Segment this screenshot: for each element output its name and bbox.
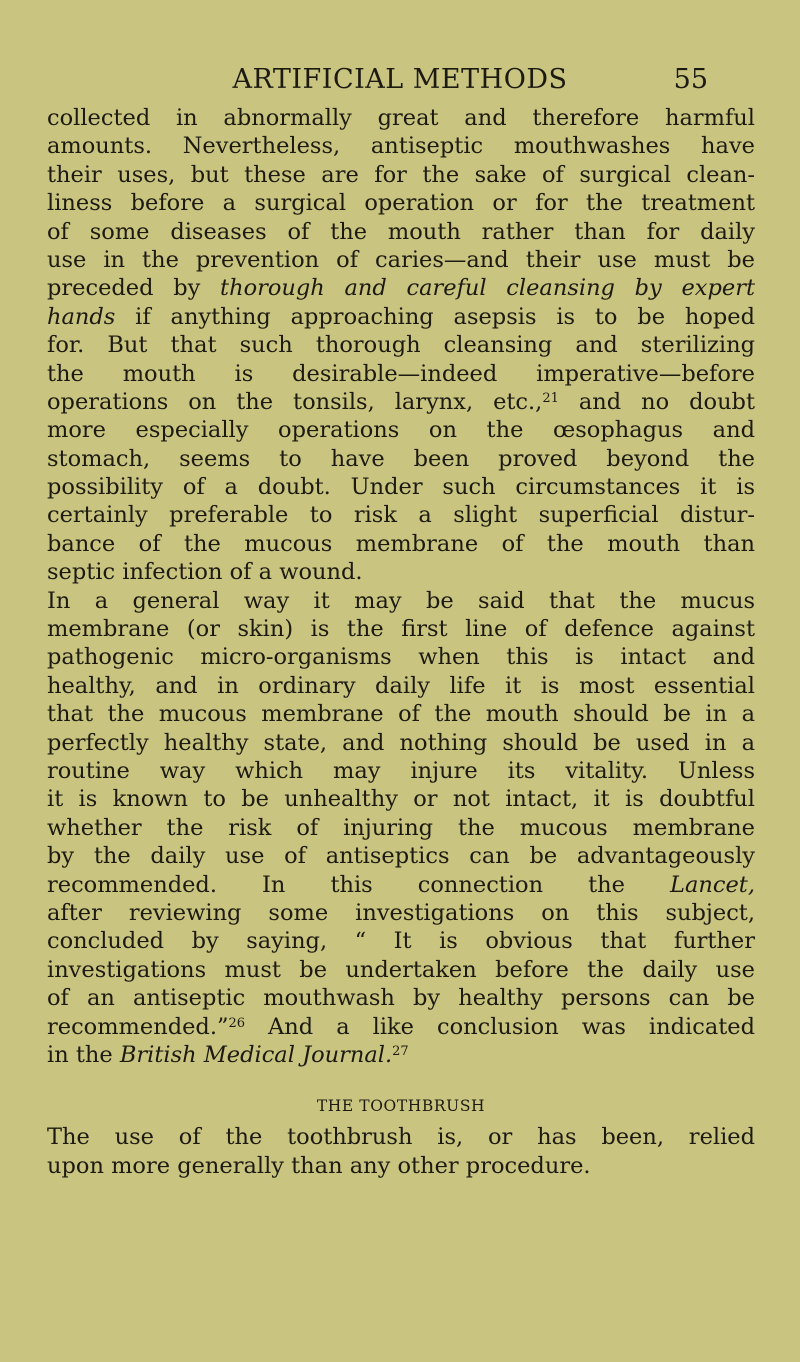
text-line: stomach, seems to have been proved beyond the [47,445,755,472]
text-span: preceded by [47,275,221,302]
text-line: investigations must be undertaken before the daily use [47,956,755,983]
text-line: The use of the toothbrush is, or has been, relied [47,1124,755,1151]
text-span: And a like conclusion was indicated [245,1013,755,1040]
paragraph-1 [47,104,755,587]
text-line [47,274,755,302]
text-line: possibility of a doubt. Under such circumstances it is [47,474,755,501]
text-line [47,1041,755,1069]
text-span: recommended. In this connection the [47,871,671,898]
footnote-ref: 21 [542,390,559,406]
running-head: ARTIFICIAL METHODS [232,64,568,95]
text-span: operations on the tonsils, larynx, etc., [47,388,543,415]
page-header [0,64,800,100]
text-span: if anything approaching asepsis is to be hoped [115,303,755,330]
text-span: in the [47,1041,120,1068]
text-line [47,871,755,899]
text-line: In a general way it may be said that the mucus [47,587,755,614]
italic-span: Lancet, [670,871,755,898]
text-line: septic infection of a wound. [47,559,363,586]
paragraph-2 [47,587,755,1070]
footnote-ref: 27 [392,1043,409,1059]
text-line: by the daily use of antiseptics can be advantageously [47,843,755,870]
text-span: and no doubt [558,388,756,415]
text-line: after reviewing some investigations on this subject, [47,899,755,926]
text-line: bance of the mucous membrane of the mouth than [47,530,755,557]
text-line: liness before a surgical operation or for the treatment [47,190,755,217]
text-line: certainly preferable to risk a slight superficial distur- [47,502,755,529]
text-line: use in the prevention of caries—and their use must be [47,246,755,273]
italic-span: thorough and careful cleansing by expert [220,275,755,302]
text-line: for. But that such thorough cleansing and sterilizing [47,332,755,359]
text-line: the mouth is desirable—indeed imperative—before [47,360,755,387]
footnote-ref: 26 [228,1015,246,1031]
text-line: pathogenic micro-organisms when this is intact and [47,644,755,671]
text-line [47,303,755,331]
text-line: that the mucous membrane of the mouth should be in a [47,701,755,728]
text-span: recommended.” [47,1013,229,1040]
page-number: 55 [673,64,708,95]
text-line: their uses, but these are for the sake of surgical clean- [47,161,755,188]
text-line: perfectly healthy state, and nothing should be used in a [47,729,755,756]
section-heading: THE TOOTHBRUSH [316,1097,486,1116]
text-line: whether the risk of injuring the mucous membrane [47,814,755,841]
text-line: membrane (or skin) is the first line of defence against [47,616,755,643]
text-line: concluded by saying, “ It is obvious that further [47,928,755,955]
text-line: of some diseases of the mouth rather than for daily [47,218,755,245]
text-line: it is known to be unhealthy or not intact, it is doubtful [47,786,755,813]
text-line: routine way which may injure its vitality. Unless [47,757,755,784]
text-line: of an antiseptic mouthwash by healthy persons can be [47,985,755,1012]
text-line: amounts. Nevertheless, antiseptic mouthwashes have [47,133,755,160]
italic-span: hands [47,303,116,330]
italic-span: British Medical Journal. [119,1041,393,1068]
section-paragraph [47,1123,755,1180]
text-line: healthy, and in ordinary daily life it is most essential [47,672,755,699]
text-line: upon more generally than any other procedure. [47,1152,591,1179]
body-text [47,104,755,1180]
text-line [47,388,755,416]
text-line: more especially operations on the œsophagus and [47,417,755,444]
text-line: collected in abnormally great and therefore harmful [47,105,755,131]
text-line [47,1013,755,1041]
